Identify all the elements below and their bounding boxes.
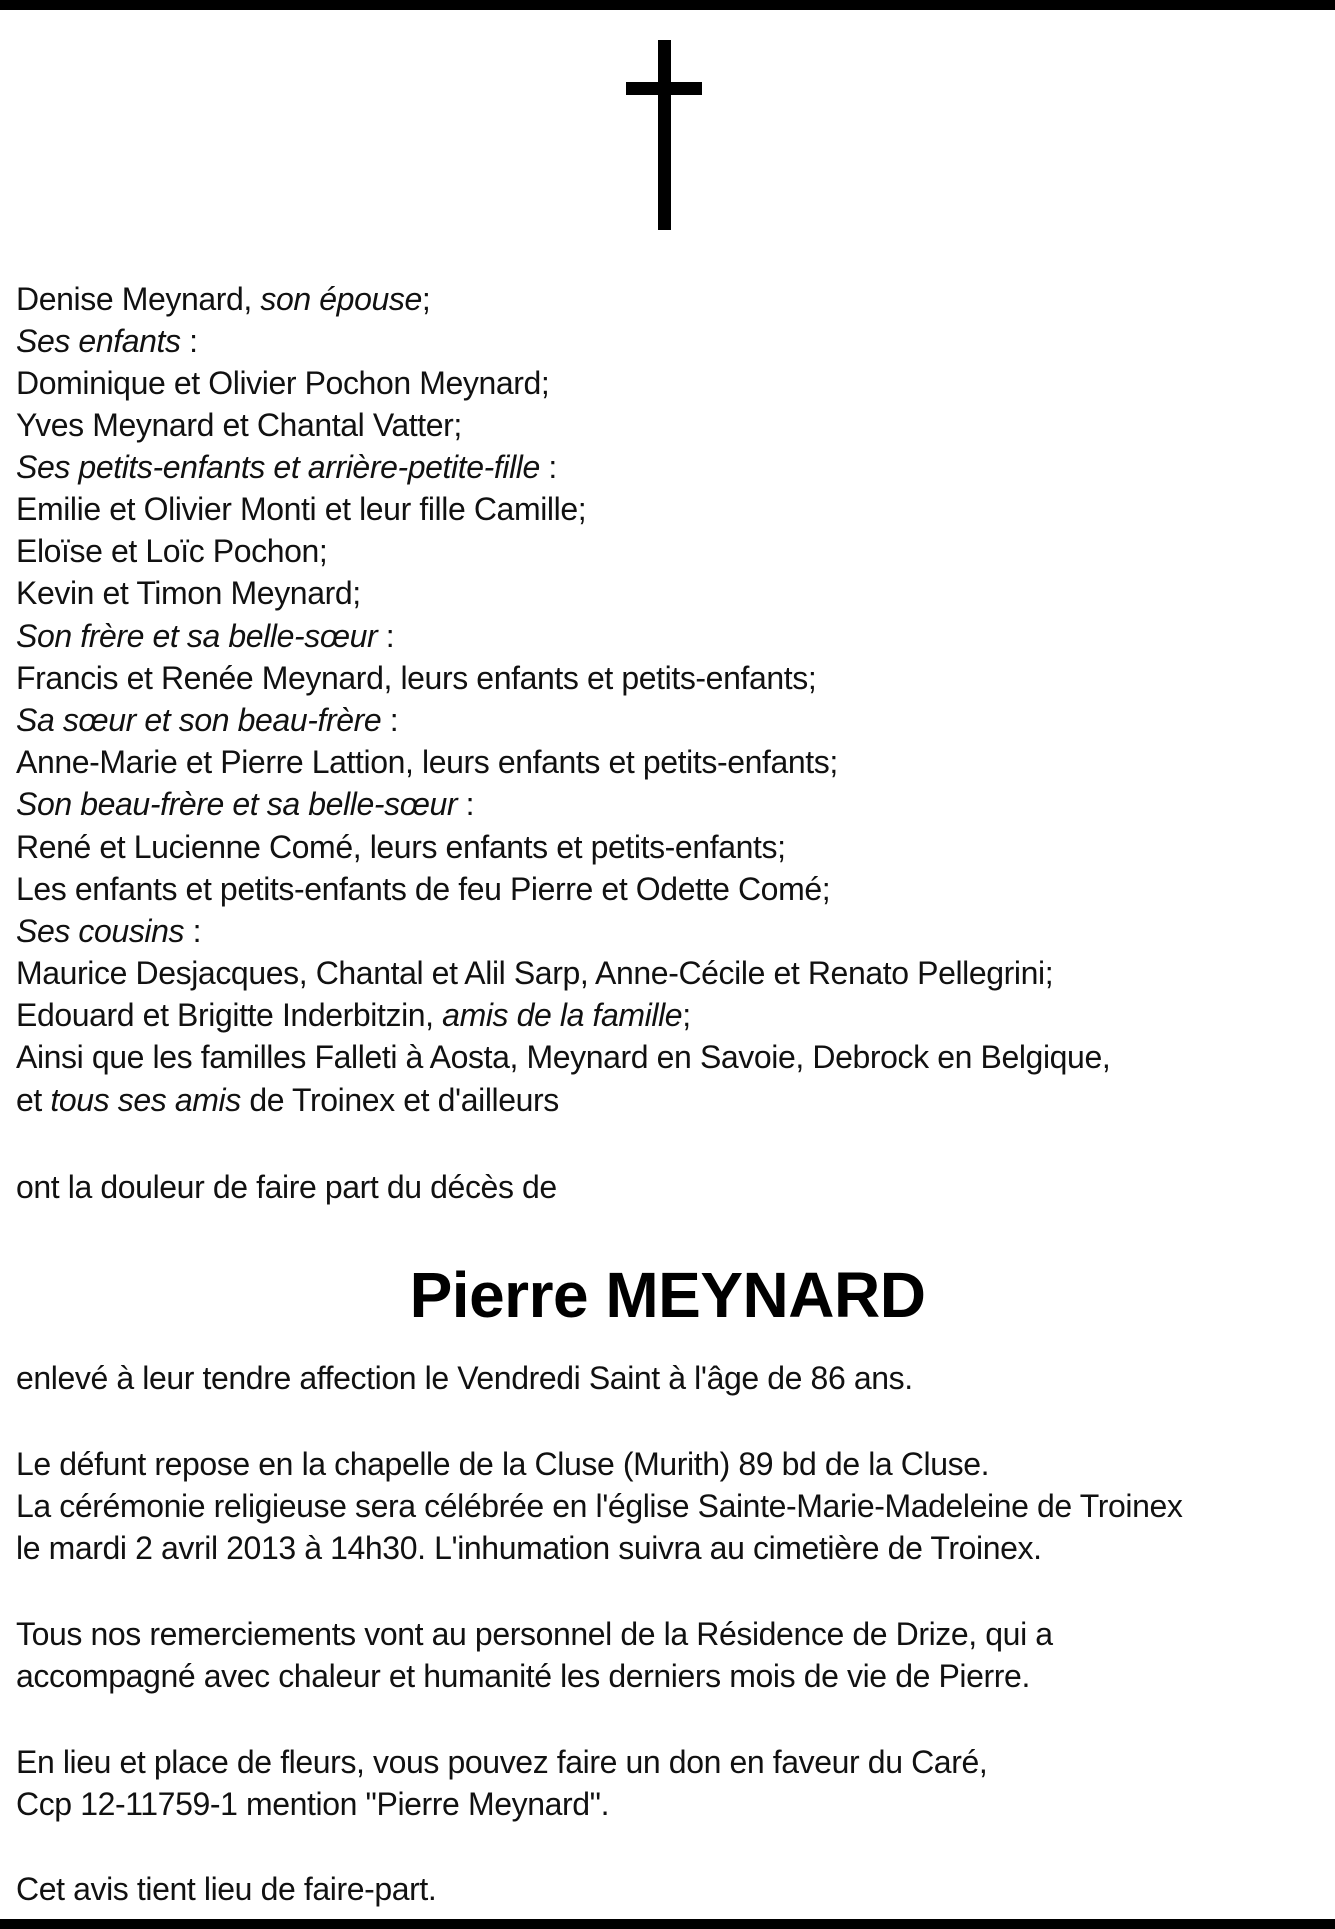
family-relation-label: Ses cousins [16,913,185,949]
ceremony-line: La cérémonie religieuse sera célébrée en l'église Sainte-Marie-Madeleine de Troinex [16,1488,1183,1524]
thanks-line: Tous nos remerciements vont au personnel de la Résidence de Drize, qui a [16,1616,1053,1652]
family-line [16,446,557,488]
family-text: : [377,618,395,654]
announcement-text: ont la douleur de faire part du décès de [16,1169,557,1205]
family-text: Francis et Renée Meynard, leurs enfants et petits-enfants; [16,660,817,696]
family-text: Yves Meynard et Chantal Vatter; [16,407,462,443]
family-text: ; [682,997,691,1033]
family-text: Ainsi que les familles Falleti à Aosta, Meynard en Savoie, Debrock en Belgique, [16,1039,1111,1075]
family-line [16,741,838,783]
family-line [16,572,361,614]
family-line [16,783,474,825]
family-line [16,1036,1110,1078]
family-line [16,1079,559,1121]
family-relation-label: son épouse [260,281,422,317]
donation-line: Ccp 12-11759-1 mention "Pierre Meynard". [16,1786,610,1822]
family-text: de Troinex et d'ailleurs [240,1082,559,1118]
family-relation-label: Son beau-frère et sa belle-sœur [16,786,458,822]
family-text: René et Lucienne Comé, leurs enfants et petits-enfants; [16,829,786,865]
family-line [16,278,430,320]
family-relation-label: amis de la famille [442,997,683,1033]
family-line [16,699,398,741]
thanks-line: accompagné avec chaleur et humanité les derniers mois de vie de Pierre. [16,1658,1030,1694]
family-line [16,952,1053,994]
family-text: Kevin et Timon Meynard; [16,575,361,611]
deceased-name: Pierre MEYNARD [409,1259,926,1331]
family-line [16,868,830,910]
family-line [16,320,198,362]
family-relation-label: tous ses amis [50,1082,241,1118]
family-text: : [180,323,198,359]
family-text: Eloïse et Loïc Pochon; [16,533,328,569]
ceremony-line: le mardi 2 avril 2013 à 14h30. L'inhumation suivra au cimetière de Troinex. [16,1530,1042,1566]
bottom-border-rule [0,1919,1335,1929]
family-relation-label: Ses enfants [16,323,181,359]
family-text: Anne-Marie et Pierre Lattion, leurs enfants et petits-enfants; [16,744,838,780]
family-line [16,362,549,404]
family-text: Emilie et Olivier Monti et leur fille Camille; [16,491,587,527]
family-text: Maurice Desjacques, Chantal et Alil Sarp, Anne-Cécile et Renato Pellegrini; [16,955,1054,991]
family-text: : [381,702,399,738]
family-relation-label: Sa sœur et son beau-frère [16,702,382,738]
family-line [16,404,462,446]
family-text: : [457,786,475,822]
family-text: : [539,449,557,485]
after-name-text: enlevé à leur tendre affection le Vendredi Saint à l'âge de 86 ans. [16,1360,913,1396]
family-line [16,530,327,572]
family-text: Denise Meynard, [16,281,261,317]
family-line [16,994,691,1036]
closing-text: Cet avis tient lieu de faire-part. [16,1871,437,1907]
family-relation-label: Ses petits-enfants et arrière-petite-fille [16,449,540,485]
family-line [16,488,586,530]
family-text: : [184,913,202,949]
family-text: ; [421,281,431,317]
ceremony-line: Le défunt repose en la chapelle de la Cluse (Murith) 89 bd de la Cluse. [16,1446,990,1482]
family-text: Les enfants et petits-enfants de feu Pierre et Odette Comé; [16,871,831,907]
family-text: et [16,1082,51,1118]
family-line [16,657,816,699]
top-border-rule [0,0,1335,10]
donation-line: En lieu et place de fleurs, vous pouvez faire un don en faveur du Caré, [16,1744,988,1780]
cross-icon [626,40,702,230]
family-line [16,615,394,657]
family-relation-label: Son frère et sa belle-sœur [16,618,378,654]
family-text: Edouard et Brigitte Inderbitzin, [16,997,443,1033]
family-line [16,910,201,952]
family-line [16,826,786,868]
family-text: Dominique et Olivier Pochon Meynard; [16,365,550,401]
